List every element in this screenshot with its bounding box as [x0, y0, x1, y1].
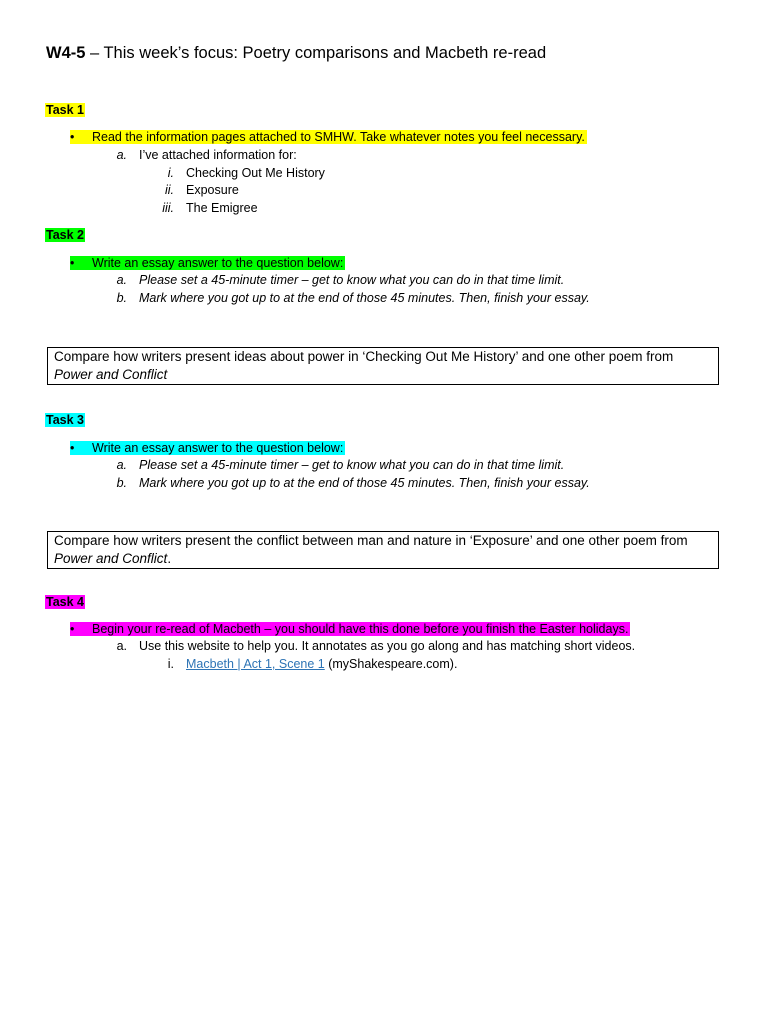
- task2-sub-a-marker: a.: [116, 273, 127, 287]
- task1-item-marker: ii.: [164, 183, 174, 197]
- task3-heading: Task 3: [46, 413, 84, 427]
- link-suffix: (myShakespeare.com).: [324, 657, 458, 671]
- title-text: – This week’s focus: Poetry comparisons and Macbeth re-read: [85, 44, 547, 62]
- task3-instruction-text: Write an essay answer to the question below:: [92, 441, 344, 455]
- task4-heading: Task 4: [46, 595, 84, 609]
- task2-question-anthology: Power and Conflict: [54, 367, 168, 382]
- task3-question-end: .: [167, 551, 172, 566]
- task3-sub-b-marker: b.: [116, 476, 127, 490]
- task1-instruction-text: Read the information pages attached to SMHW. Take whatever notes you feel necessary.: [92, 130, 585, 144]
- task2-heading: Task 2: [46, 228, 84, 242]
- bullet-icon: •: [70, 256, 75, 270]
- task2-question-text: Compare how writers present ideas about power in ‘Checking Out Me History’ and one other poem from: [54, 349, 674, 364]
- task1-heading: Task 1: [46, 103, 84, 117]
- task3-instruction: [70, 441, 345, 455]
- task4-item-marker: i.: [167, 657, 174, 671]
- task3-sub-a-marker: a.: [116, 458, 127, 472]
- task2-question-box: [47, 347, 719, 385]
- task4-sub-a: Use this website to help you. It annotates as you go along and has matching short videos.: [139, 639, 636, 653]
- task3-sub-a: Please set a 45-minute timer – get to know what you can do in that time limit.: [139, 458, 565, 472]
- task1-instruction: [70, 130, 587, 144]
- bullet-icon: •: [70, 622, 75, 636]
- week-code: W4-5: [46, 44, 86, 62]
- task1-item: The Emigree: [186, 201, 258, 215]
- macbeth-link[interactable]: Macbeth | Act 1, Scene 1: [186, 657, 325, 671]
- task2-sub-a: Please set a 45-minute timer – get to know what you can do in that time limit.: [139, 273, 565, 287]
- task1-sub-a: I’ve attached information for:: [139, 148, 297, 162]
- task2-instruction-text: Write an essay answer to the question below:: [92, 256, 344, 270]
- task1-item-marker: i.: [167, 166, 174, 180]
- task1-item-marker: iii.: [162, 201, 174, 215]
- task2-sub-b-marker: b.: [116, 291, 127, 305]
- task1-item: Exposure: [186, 183, 239, 197]
- bullet-icon: •: [70, 441, 75, 455]
- task4-sub-a-marker: a.: [116, 639, 127, 653]
- task2-sub-b: Mark where you got up to at the end of those 45 minutes. Then, finish your essay.: [139, 291, 590, 305]
- task3-question-text: Compare how writers present the conflict between man and nature in ‘Exposure’ and one other poem from: [54, 533, 688, 548]
- task3-sub-b: Mark where you got up to at the end of those 45 minutes. Then, finish your essay.: [139, 476, 590, 490]
- task4-item: [186, 657, 457, 671]
- bullet-icon: •: [70, 130, 75, 144]
- task4-instruction-text: Begin your re-read of Macbeth – you should have this done before you finish the Easter holidays.: [92, 622, 629, 636]
- task3-question-anthology: Power and Conflict: [54, 551, 168, 566]
- task4-instruction: [70, 622, 630, 636]
- task1-sub-a-marker: a.: [116, 148, 127, 162]
- task1-item: Checking Out Me History: [186, 166, 325, 180]
- page-title: [46, 44, 546, 63]
- task2-instruction: [70, 256, 345, 270]
- task3-question-box: [47, 531, 719, 569]
